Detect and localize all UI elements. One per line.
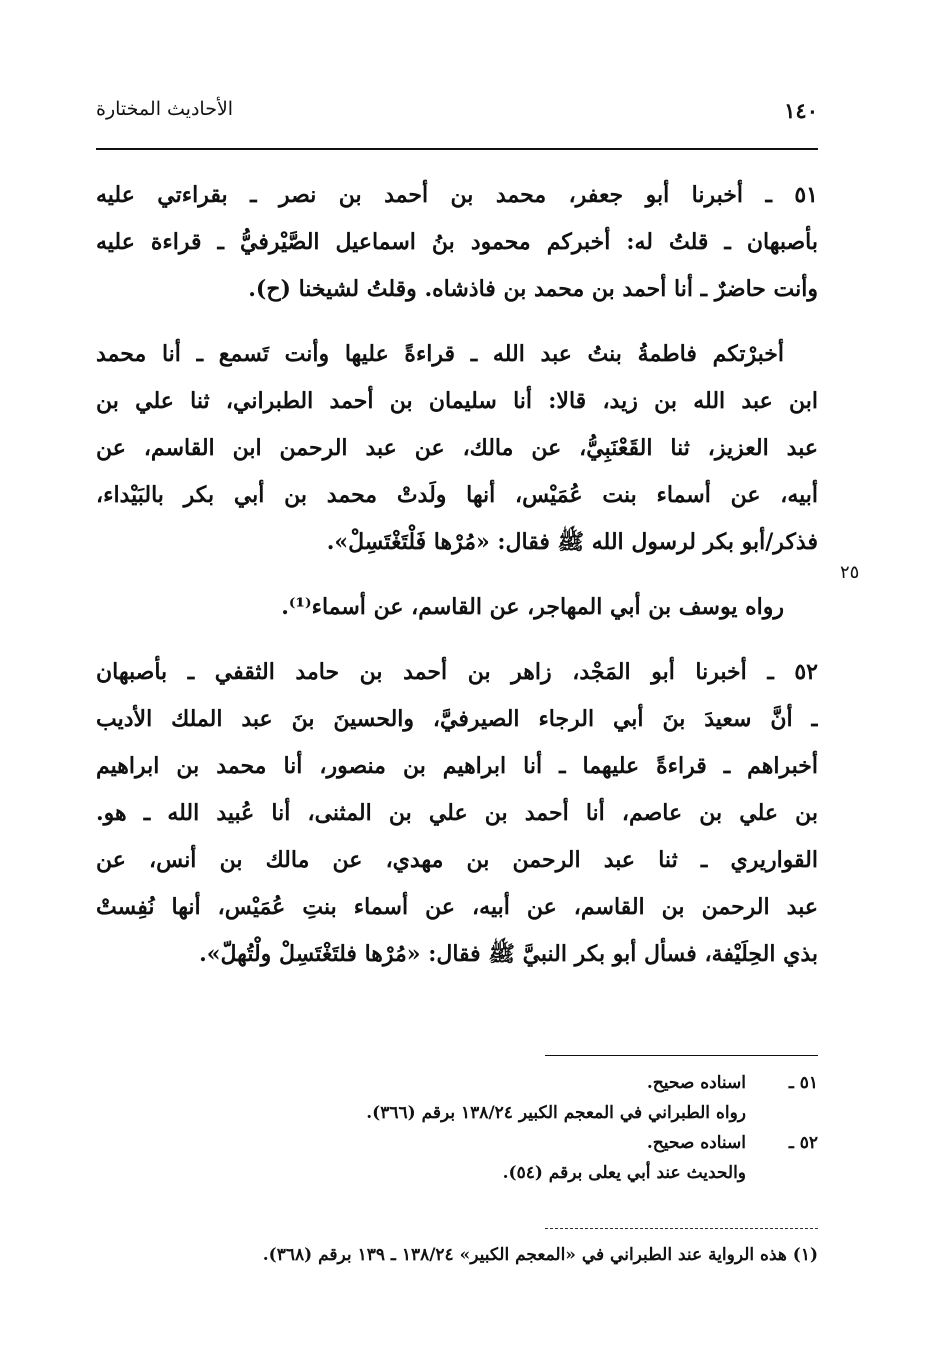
text-line: القواريري ـ ثنا عبد الرحمن بن مهدي، عن مالك بن أنس، عن xyxy=(96,847,818,873)
hadith-51-riwaya xyxy=(96,584,818,631)
text-line: ٥٢ ـ أخبرنا أبو المَجْد، زاهر بن أحمد بن حامد الثقفي ـ بأصبهان xyxy=(96,659,818,685)
footnote-row xyxy=(96,1128,818,1158)
footnote-row xyxy=(96,1098,818,1128)
header-divider xyxy=(96,148,818,150)
text-line: وأنت حاضرٌ ـ أنا أحمد بن محمد بن فاذشاه. وقلتُ لشيخنا (ح). xyxy=(248,276,818,302)
footnote-number: ٥٢ ـ xyxy=(788,1133,818,1153)
text-line: بذي الحِلَيْفة، فسأل أبو بكر النبيَّ ﷺ فقال: «مُرْها فلتَغْتَسِلْ ولْتُهلّ». xyxy=(199,941,818,967)
main-text xyxy=(96,172,818,978)
footnote-text: اسناده صحيح. xyxy=(646,1073,746,1093)
footnote-text: اسناده صحيح. xyxy=(646,1133,746,1153)
hadith-51-body xyxy=(96,331,818,566)
running-title: الأحاديث المختارة xyxy=(96,98,234,120)
footnote-text: والحديث عند أبي يعلى برقم (٥٤). xyxy=(502,1163,746,1183)
margin-folio-number: ٢٥ xyxy=(840,562,860,583)
note-divider xyxy=(545,1228,818,1229)
footnotes xyxy=(96,1068,818,1188)
page-number: ١٤٠ xyxy=(784,98,818,123)
text-line: ٥١ ـ أخبرنا أبو جعفر، محمد بن أحمد بن نصر ـ بقراءتي عليه xyxy=(96,182,818,208)
text-line: أخبرْتكم فاطمةُ بنتُ عبد الله ـ قراءةً عليها وأنت تَسمع ـ أنا محمد xyxy=(96,341,784,367)
footnote-row xyxy=(96,1068,818,1098)
text-line: ـ أنَّ سعيدَ بنَ أبي الرجاء الصيرفيَّ، والحسينَ بنَ عبد الملك الأديب xyxy=(96,706,818,732)
editor-note: (١) هذه الرواية عند الطبراني في «المعجم الكبير» ١٣٨/٢٤ ـ ١٣٩ برقم (٣٦٨). xyxy=(262,1245,818,1265)
text-line: رواه يوسف بن أبي المهاجر، عن القاسم، عن أسماء⁽¹⁾. xyxy=(281,594,784,620)
footnote-text: رواه الطبراني في المعجم الكبير ١٣٨/٢٤ برقم (٣٦٦). xyxy=(366,1103,746,1123)
page-header xyxy=(96,92,818,132)
footnote-number: ٥١ ـ xyxy=(788,1073,818,1093)
text-line: بن علي بن عاصم، أنا أحمد بن علي بن المثنى، أنا عُبيد الله ـ هو. xyxy=(96,800,818,826)
text-line: فذكر/أبو بكر لرسول الله ﷺ فقال: «مُرْها فَلْتَغْتَسِلْ». xyxy=(326,529,818,555)
text-line: ابن عبد الله بن زيد، قالا: أنا سليمان بن أحمد الطبراني، ثنا علي بن xyxy=(96,388,818,414)
text-line: أبيه، عن أسماء بنت عُمَيْس، أنها ولَدتْ محمد بن أبي بكر بالبَيْداء، xyxy=(96,482,818,508)
text-line: أخبراهم ـ قراءةً عليهما ـ أنا ابراهيم بن منصور، أنا محمد بن ابراهيم xyxy=(96,753,818,779)
footnote-divider xyxy=(545,1055,818,1056)
footnote-row xyxy=(96,1158,818,1188)
text-line: بأصبهان ـ قلتُ له: أخبركم محمود بنُ اسماعيل الصَّيْرفيُّ ـ قراءة عليه xyxy=(96,229,818,255)
hadith-51-intro xyxy=(96,172,818,313)
text-line: عبد الرحمن بن القاسم، عن أبيه، عن أسماء بنتِ عُمَيْس، أنها نُفِستْ xyxy=(96,894,818,920)
text-line: عبد العزيز، ثنا القَعْنَبِيُّ، عن مالك، عن عبد الرحمن ابن القاسم، عن xyxy=(96,435,818,461)
hadith-52 xyxy=(96,649,818,978)
